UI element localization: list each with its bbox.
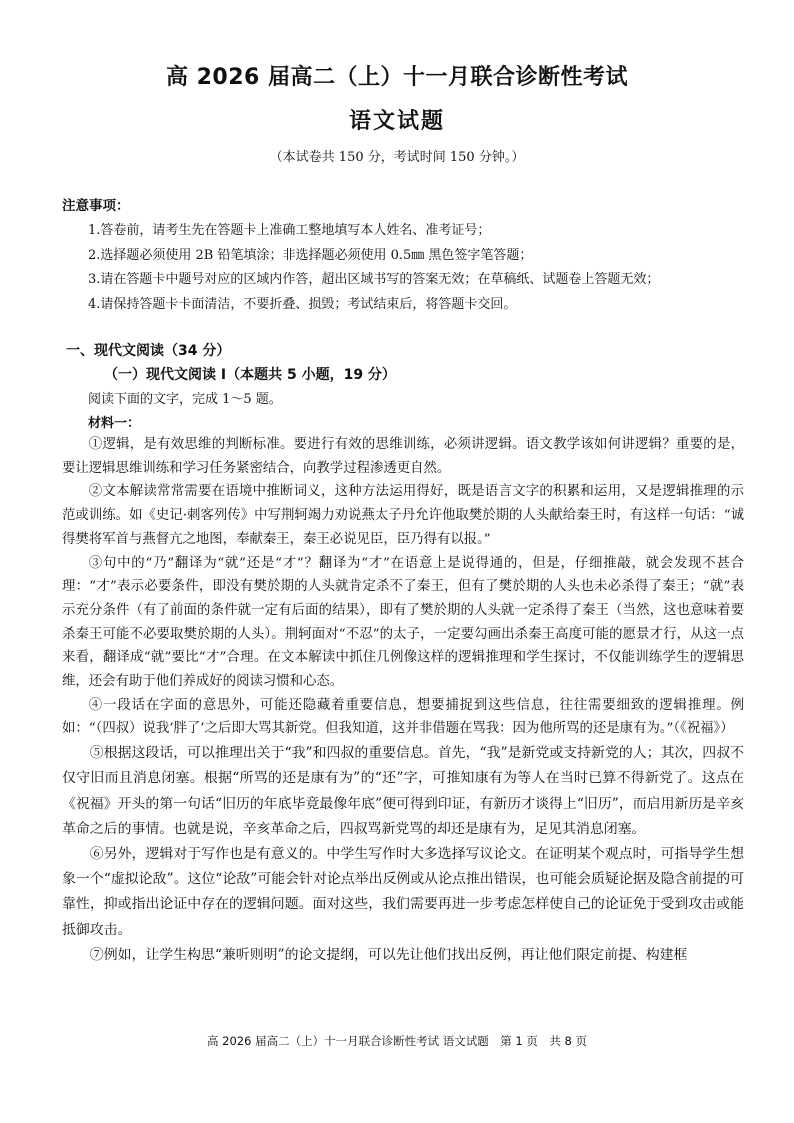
paragraph: ①逻辑，是有效思维的判断标准。要进行有效的思维训练，必须讲逻辑。语文教学该如何讲逻辑？重要的是，要让逻辑思维训练和学习任务紧密结合，向教学过程渗透更自然。 — [62, 437, 744, 476]
exam-title: 高 2026 届高二（上）十一月联合诊断性考试 — [165, 65, 629, 90]
notice-item: 4.请保持答题卡卡面清洁，不要折叠、损毁；考试结束后，将答题卡交回。 — [88, 296, 517, 312]
section-heading: 一、现代文阅读（34 分） — [66, 343, 231, 359]
reading-instruction: 阅读下面的文字，完成 1～5 题。 — [88, 392, 282, 407]
paragraph: ⑦例如，让学生构思“兼听则明”的论文提纲，可以先让他们找出反例，再让他们限定前提、构建框 — [89, 946, 688, 963]
paragraph: ③句中的“乃”翻译为“就”还是“才”？翻译为“才”在语意上是说得通的，但是，仔细推敲，就会发现不甚合理：“才”表示必要条件，即没有樊於期的人头就肯定杀不了秦王，但有了樊於期的人头也未必杀得了秦王；“就”表示充分条件（有了前面的条件就一定有后面的结果），即有了樊於期的人头就一定杀得了秦王（当然，这也意味着要杀秦王可能不必要取樊於期的人头）。荆轲面对“不忍”的太子，一定要勾画出杀秦王高度可能的愿景才行，从这一点来看，翻译成“就”要比“才”合理。在文本解读中抓住几例像这样的逻辑推理和学生探讨，不仅能训练学生的逻辑思维，还会有助于他们养成好的阅读习惯和心态。 — [62, 555, 744, 690]
notice-item: 1.答卷前，请考生先在答题卡上准确工整地填写本人姓名、准考证号； — [88, 223, 491, 238]
paragraph: ⑤根据这段话，可以推理出关于“我”和四叔的重要信息。首先，“我”是新党或支持新党的人；其次，四叔不仅守旧而且消息闭塞。根据“所骂的还是康有为”的“还”字，可推知康有为等人在当时已算不得新党了。这点在《祝福》开头的第一句话“旧历的年底毕竟最像年底”便可得到印证，有新历才谈得上“旧历”，而启用新历是辛亥革命之后的事情。也就是说，辛亥革命之后，四叔骂新党骂的却还是康有为，足见其消息闭塞。 — [62, 745, 744, 837]
notice-list — [88, 219, 738, 317]
paragraph: ⑥另外，逻辑对于写作也是有意义的。中学生写作时大多选择写议论文。在证明某个观点时，可指导学生想象一个“虚拟论敌”。这位“论敌”可能会针对论点举出反例或从论点推出错误，也可能会质疑论据及隐含前提的可靠性，抑或指出论证中存在的逻辑问题。面对这些，我们需要再进一步考虑怎样使自己的论证免于受到攻击或能抵御攻击。 — [62, 845, 744, 938]
subsection-heading: （一）现代文阅读 Ⅰ（本题共 5 小题，19 分） — [104, 367, 396, 383]
notice-heading: 注意事项： — [62, 198, 130, 214]
paragraph: ②文本解读常常需要在语境中推断词义，这种方法运用得好，既是语言文字的积累和运用，又是逻辑推理的示范或训练。如《史记·刺客列传》中写荆轲竭力劝说燕太子丹允许他取樊於期的人头献给秦王时，有这样一句话：“诚得樊将军首与燕督亢之地图，奉献秦王，秦王必说见臣，臣乃得有以报。” — [62, 484, 744, 547]
notice-item: 3.请在答题卡中题号对应的区域内作答，超出区域书写的答案无效；在草稿纸、试题卷上答题无效； — [88, 272, 660, 287]
page-footer: 高 2026 届高二（上）十一月联合诊断性考试 语文试题 第 1 页 共 8 页 — [207, 1034, 587, 1048]
subject-title: 语文试题 — [348, 109, 445, 134]
notice-item: 2.选择题必须使用 2B 铅笔填涂；非选择题必须使用 0.5㎜ 黑色签字笔答题； — [88, 247, 533, 263]
material-label: 材料一： — [88, 416, 141, 431]
exam-info: （本试卷共 150 分，考试时间 150 分钟。） — [269, 150, 525, 165]
paragraph: ④一段话在字面的意思外，可能还隐藏着重要信息，想要捕捉到这些信息，往往需要细致的逻辑推理。例如：“（四叔）说我‘胖了’之后即大骂其新党。但我知道，这并非借题在骂我：因为他所骂的还是康有为。”（《祝福》） — [62, 697, 744, 737]
reading-passage — [62, 433, 744, 968]
